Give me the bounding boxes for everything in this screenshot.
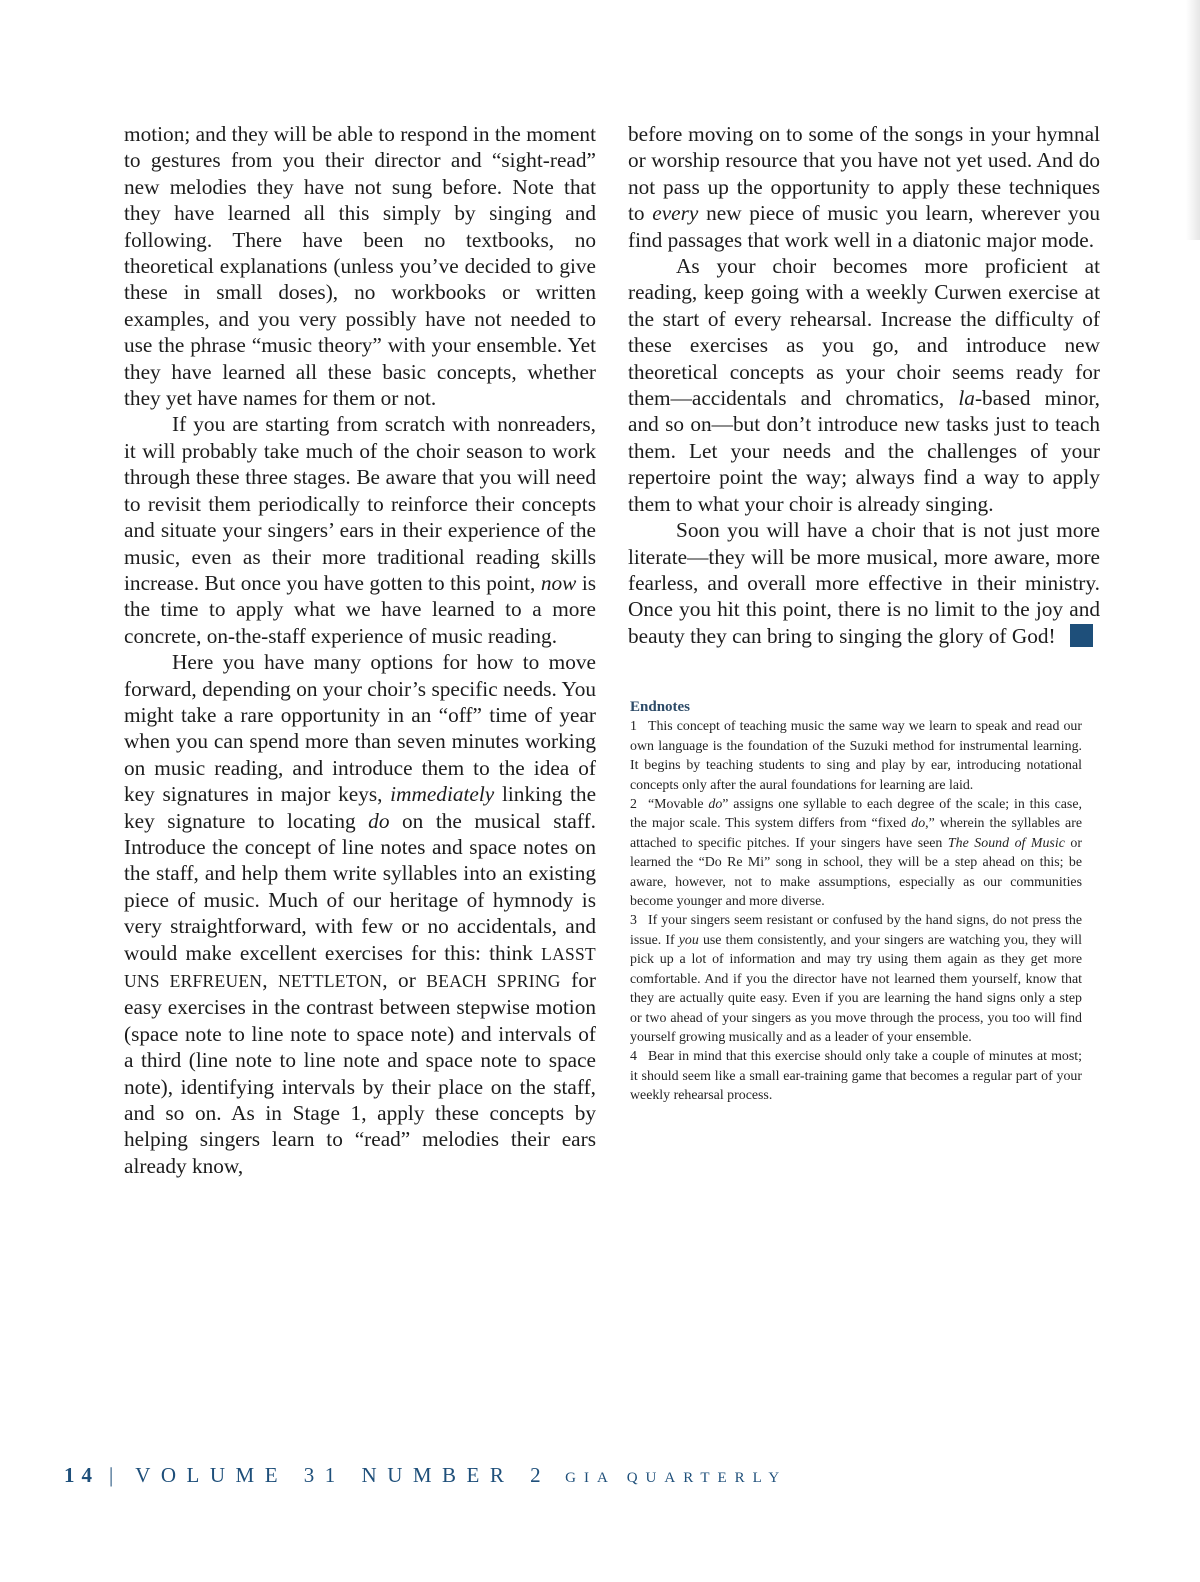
right-column	[628, 121, 1100, 649]
paragraph: Here you have many options for how to move forward, depending on your choir’s specific needs. You might take a rare opportunity in an “off” time of year when you can spend more than seven minutes working on music reading, and introduce them to the idea of key signatures in major keys, immediately linking the key signature to locating do on the musical staff. Introduce the concept of line notes and space notes on the staff, and help them write syllables into an existing piece of music. Much of our heritage of hymnody is very straightforward, with few or no accidentals, and would make excellent exercises for this: think LASST UNS ERFREUEN, NETTLETON, or BEACH SPRING for easy exercises in the contrast between stepwise motion (space note to line note to space note) and intervals of a third (line note to line note and space note to space note), identifying intervals by their place on the staff, and so on. As in Stage 1, apply these concepts by helping singers learn to “read” melodies their ears already know,	[124, 650, 597, 1178]
page-footer	[64, 1463, 787, 1488]
endnote-number: 2	[630, 797, 637, 813]
magazine-title: GIA QUARTERLY	[565, 1470, 788, 1486]
hymn-tune-name: BEACH SPRING	[426, 971, 561, 991]
endnote-item: 3 If your singers seem resistant or confused by the hand signs, do not press the issue. If you use them consistently, and your singers are watching you, they will pick up a lot of information and may try using them again as they get more comfortable. And if you the director have not learned them yourself, know that they are actually quite easy. Even if you are learning the hand signs only a step or two ahead of your singers as you move through the process, you too will find yourself growing musically and as a leader of your ensemble.	[630, 913, 1082, 1045]
endnote-number: 4	[630, 1049, 637, 1065]
endnote-item: 4 Bear in mind that this exercise should only take a couple of minutes at most; it should seem like a small ear-training game that becomes a regular part of your weekly rehearsal process.	[630, 1049, 1082, 1104]
emphasis: every	[652, 201, 699, 226]
paragraph: before moving on to some of the songs in your hymnal or worship resource that you have not yet used. And do not pass up the opportunity to apply these techniques to every new piece of music you learn, wherever you find passages that work well in a diatonic major mode.	[628, 122, 1100, 252]
emphasis: now	[540, 570, 577, 595]
endnotes-section	[630, 698, 1082, 1106]
volume-label: VOLUME 31 NUMBER 2	[135, 1463, 552, 1487]
emphasis: immediately	[390, 782, 495, 807]
endnote-number: 1	[630, 719, 637, 735]
end-mark-square-icon	[1070, 624, 1093, 647]
paragraph: If you are starting from scratch with nonreaders, it will probably take much of the choir season to work through these three stages. Be aware that you will need to revisit them periodically to reinforce their concepts and situate your singers’ ears in their experience of the music, even as their more traditional reading skills increase. But once you have gotten to this point, now is the time to apply what we have learned to a more concrete, on-the-staff experience of music reading.	[124, 412, 597, 648]
paragraph: As your choir becomes more proficient at reading, keep going with a weekly Curwen exercise at the start of every rehearsal. Increase the difficulty of these exercises as you go, and introduce new theoretical concepts as your choir seems ready for them—accidentals and chromatics, la-based minor, and so on—but don’t introduce new tasks just to teach them. Let your needs and the challenges of your repertoire point the way; always find a way to apply them to what your choir is already singing.	[628, 254, 1101, 516]
endnote-item: 1 This concept of teaching music the same way we learn to speak and read our own language is the foundation of the Suzuki method for instrumental learning. It begins by teaching students to sing and play by ear, introducing notational concepts only after the aural foundations for learning are laid.	[630, 719, 1082, 793]
endnotes-heading: Endnotes	[630, 699, 691, 715]
emphasis: la	[958, 386, 975, 411]
emphasis: do	[368, 808, 390, 833]
footer-separator: |	[109, 1463, 114, 1487]
paragraph: Soon you will have a choir that is not just more literate—they will be more musical, more aware, more fearless, and overall more effective in their ministry. Once you hit this point, there is no limit to the joy and beauty they can bring to singing the glory of God!	[628, 518, 1100, 648]
left-column	[124, 121, 596, 1179]
hymn-tune-name: LASST UNS ERFREUEN	[124, 943, 596, 991]
hymn-tune-name: NETTLETON	[278, 971, 383, 991]
endnote-item: 2 “Movable do” assigns one syllable to each degree of the scale; in this case, the major scale. This system differs from “fixed do,” wherein the syllables are attached to specific pitches. If your singers have seen The Sound of Music or learned the “Do Re Mi” song in school, they will be a step ahead on this; be aware, however, not to make assumptions, especially as our communities become younger and more diverse.	[630, 797, 1082, 910]
page-number: 14	[64, 1463, 99, 1487]
paragraph: motion; and they will be able to respond in the moment to gestures from you their director and “sight-read” new melodies they have not sung before. Note that they have learned all this simply by singing and following. There have been no textbooks, no theoretical explanations (unless you’ve decided to give these in small doses), no workbooks or written examples, and you very possibly have not needed to use the phrase “music theory” with your ensemble. Yet they have learned all these basic concepts, whether they yet have names for them or not.	[124, 122, 596, 411]
page-edge-shadow	[1186, 0, 1200, 240]
endnote-number: 3	[630, 913, 637, 929]
